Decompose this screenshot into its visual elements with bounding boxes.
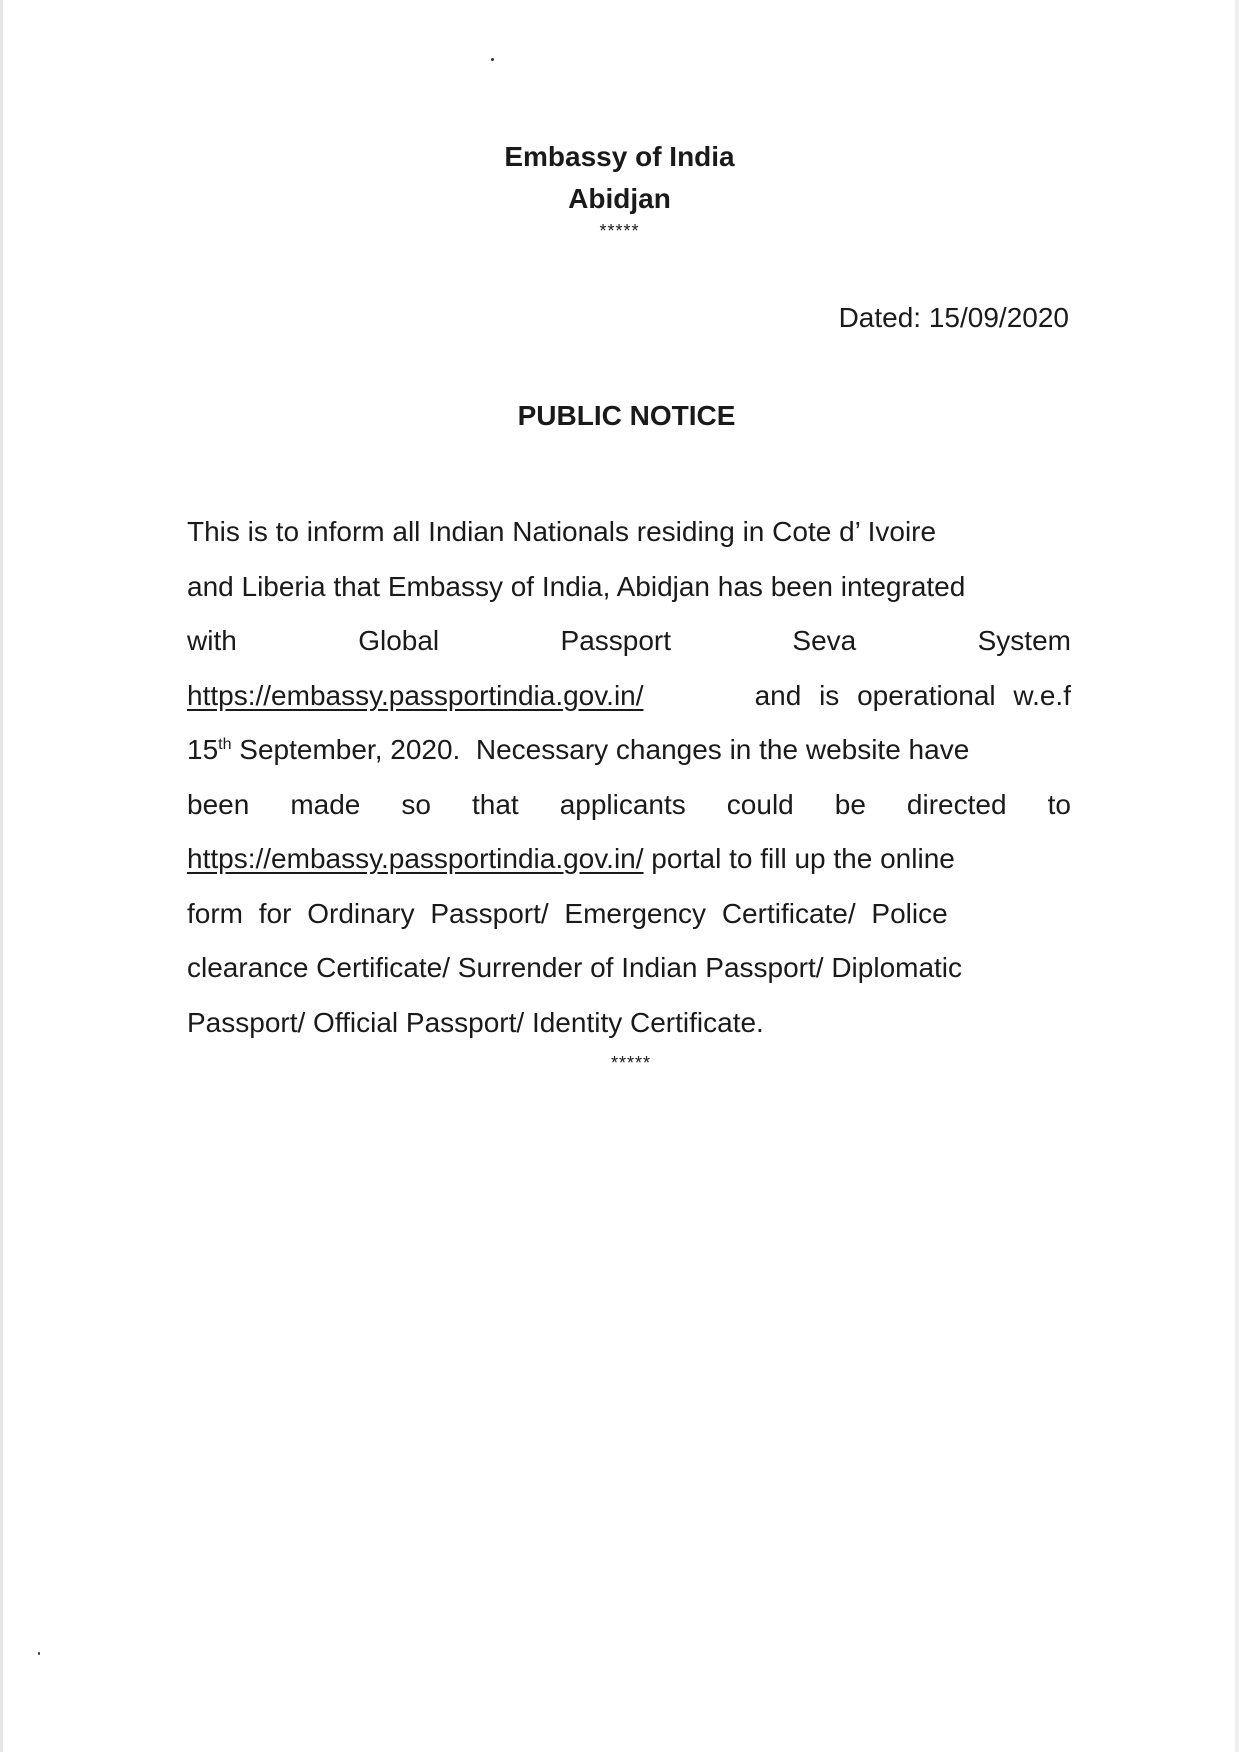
body-line-3 <box>187 614 1071 669</box>
notice-body <box>187 505 1071 1050</box>
org-name: Embassy of India <box>504 141 735 172</box>
org-city: Abidjan <box>568 183 671 214</box>
passport-portal-link-2[interactable]: https://embassy.passportindia.gov.in/ <box>187 843 644 874</box>
body-word: to <box>1047 788 1071 820</box>
body-line-7 <box>187 832 1071 887</box>
body-line-4 <box>187 669 1071 724</box>
body-word: directed <box>906 788 1007 820</box>
body-word: be <box>834 788 866 820</box>
body-word: made <box>290 788 361 820</box>
scan-edge-left <box>0 0 3 1752</box>
day-suffix: th <box>218 736 232 753</box>
scan-speck <box>491 58 494 61</box>
effective-day: 15 <box>187 734 219 765</box>
body-word: been <box>187 788 250 820</box>
body-word: Passport <box>560 625 672 656</box>
scan-edge-right <box>1235 0 1239 1752</box>
body-line-5-rest: September, 2020. Necessary changes in the website have <box>231 734 970 765</box>
body-line-1: This is to inform all Indian Nationals residing in Cote d’ Ivoire <box>187 516 937 547</box>
notice-title: PUBLIC NOTICE <box>517 400 736 431</box>
notice-date: Dated: 15/09/2020 <box>838 302 1069 333</box>
body-line-9: clearance Certificate/ Surrender of Indian Passport/ Diplomatic <box>187 952 963 983</box>
body-word: that <box>471 788 519 820</box>
end-separator: ***** <box>610 1053 652 1073</box>
scan-speck <box>38 1652 40 1655</box>
body-line-7-rest: portal to fill up the online <box>643 843 955 874</box>
body-line-6 <box>187 778 1071 833</box>
letterhead <box>0 136 1239 242</box>
body-line-8: form for Ordinary Passport/ Emergency Certificate/ Police <box>187 897 948 929</box>
header-separator: ***** <box>599 221 640 241</box>
body-line-2: and Liberia that Embassy of India, Abidjan has been integrated <box>187 570 966 602</box>
body-word: so <box>401 788 431 820</box>
body-line-4-rest: and is operational w.e.f <box>754 679 1071 711</box>
body-word: Seva <box>792 625 857 656</box>
body-line-10: Passport/ Official Passport/ Identity Certificate. <box>187 1006 764 1038</box>
body-word: with <box>187 625 237 656</box>
body-line-5 <box>187 723 1071 778</box>
body-word: System <box>977 625 1071 656</box>
passport-portal-link[interactable]: https://embassy.passportindia.gov.in/ <box>187 679 644 711</box>
body-word: could <box>726 788 794 820</box>
body-word: Global <box>358 625 440 656</box>
body-word: applicants <box>559 788 686 820</box>
